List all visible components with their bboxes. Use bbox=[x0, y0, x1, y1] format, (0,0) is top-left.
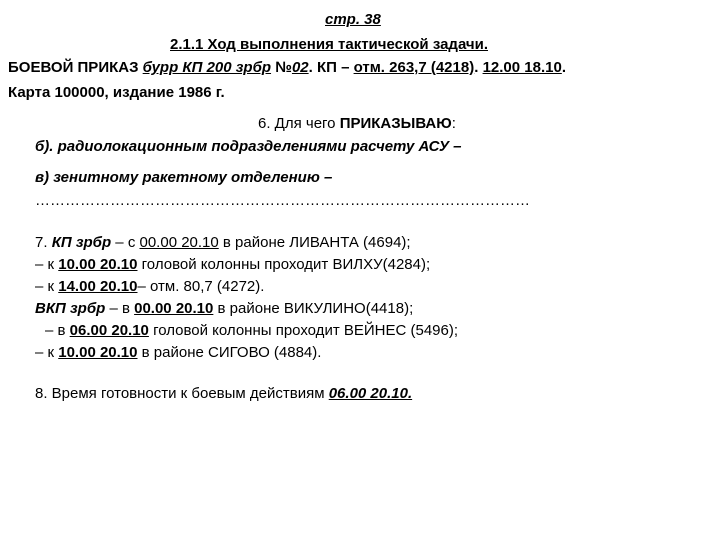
item-7-line-1 bbox=[35, 234, 411, 252]
order-end: . bbox=[561, 59, 566, 76]
page-reference: стр. 38 bbox=[325, 11, 381, 28]
item-7-l3-time: 14.00 20.10 bbox=[58, 278, 138, 295]
combat-order-line bbox=[8, 59, 566, 77]
dotted-line: ……………………………………………………………………………………… bbox=[35, 192, 530, 209]
item-7-l1-place: в районе ЛИВАНТА (4694); bbox=[218, 234, 411, 251]
item-6 bbox=[258, 115, 456, 133]
item-7-line-3 bbox=[35, 278, 264, 296]
item-7-l1-time: 00.00 20.10 bbox=[139, 234, 219, 251]
item-8-time: 06.00 20.10. bbox=[328, 385, 413, 402]
item-7-line-4 bbox=[35, 300, 413, 318]
item-7-number: 7. bbox=[35, 234, 52, 251]
item-7-l3-text: – к bbox=[35, 278, 59, 295]
item-8 bbox=[35, 385, 412, 403]
order-separator: . bbox=[474, 59, 483, 76]
map-info: Карта 100000, издание 1986 г. bbox=[8, 84, 225, 101]
order-title: БОЕВОЙ ПРИКАЗ bbox=[8, 59, 143, 76]
order-number: 02 bbox=[291, 59, 309, 76]
order-number-sign: № bbox=[271, 59, 292, 76]
item-7-cp: КП зрбр bbox=[51, 234, 112, 251]
item-7-l5-place: головой колонны проходит ВЕЙНЕС (5496); bbox=[148, 322, 459, 339]
item-7-l2-text: – к bbox=[35, 256, 59, 273]
item-b-radar: б). радиолокационным подразделениями расчету АСУ – bbox=[35, 138, 462, 155]
item-7-l2-place: головой колонны проходит ВИЛХУ(4284); bbox=[137, 256, 431, 273]
item-7-l6-place: в районе СИГОВО (4884). bbox=[137, 344, 322, 361]
item-7-line-5 bbox=[45, 322, 458, 340]
item-8-text: 8. Время готовности к боевым действиям bbox=[35, 385, 329, 402]
item-7-l3-place: – отм. 80,7 (4272). bbox=[137, 278, 265, 295]
item-7-l5-text: – в bbox=[45, 322, 70, 339]
item-6-command: ПРИКАЗЫВАЮ bbox=[339, 115, 452, 132]
order-cp-location: отм. 263,7 (4218) bbox=[353, 59, 475, 76]
item-6-suffix: : bbox=[451, 115, 456, 132]
item-7-l6-time: 10.00 20.10 bbox=[58, 344, 138, 361]
item-7-line-2 bbox=[35, 256, 430, 274]
order-datetime: 12.00 18.10 bbox=[482, 59, 562, 76]
item-7-vkp: ВКП зрбр bbox=[35, 300, 106, 317]
item-6-prefix: 6. Для чего bbox=[258, 115, 340, 132]
item-7-l4-text: – в bbox=[105, 300, 135, 317]
item-7-l4-place: в районе ВИКУЛИНО(4418); bbox=[213, 300, 414, 317]
item-7-l6-text: – к bbox=[35, 344, 59, 361]
item-7-l4-time: 00.00 20.10 bbox=[134, 300, 214, 317]
item-v-sam: в) зенитному ракетному отделению – bbox=[35, 169, 333, 186]
section-title: 2.1.1 Ход выполнения тактической задачи. bbox=[170, 36, 489, 53]
item-7-line-6 bbox=[35, 344, 321, 362]
item-7-l1-text: – с bbox=[111, 234, 140, 251]
item-7-l2-time: 10.00 20.10 bbox=[58, 256, 138, 273]
item-7-l5-time: 06.00 20.10 bbox=[69, 322, 149, 339]
order-unit: бурр КП 200 зрбр bbox=[142, 59, 272, 76]
order-cp-label: . КП – bbox=[308, 59, 354, 76]
